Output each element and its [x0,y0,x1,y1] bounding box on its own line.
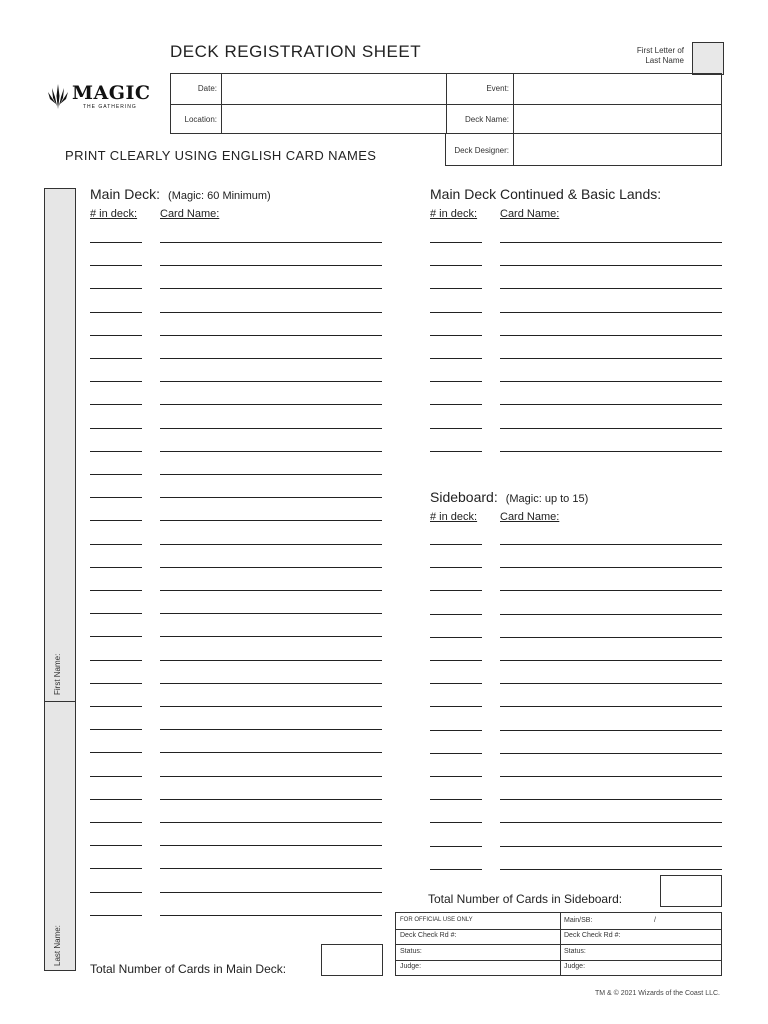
sideboard-count-line[interactable] [430,822,482,823]
last-name-field[interactable] [45,702,75,970]
main-count-header: # in deck: [90,208,138,220]
event-label: Event: [486,84,509,93]
event-info-table [170,73,722,134]
main-card-line[interactable] [160,544,382,545]
main-card-line[interactable] [160,497,382,498]
sideboard-card-line[interactable] [500,637,722,638]
continued-count-line[interactable] [430,335,482,336]
main-count-line[interactable] [90,915,142,916]
sideboard-count-line[interactable] [430,567,482,568]
main-count-line[interactable] [90,520,142,521]
main-card-line[interactable] [160,520,382,521]
continued-count-header: # in deck: [430,208,478,220]
deck-designer-row [445,134,722,166]
main-card-line[interactable] [160,660,382,661]
sideboard-count-line[interactable] [430,846,482,847]
main-count-line[interactable] [90,358,142,359]
continued-card-line[interactable] [500,428,722,429]
main-count-line[interactable] [90,799,142,800]
continued-card-line[interactable] [500,451,722,452]
sideboard-subtitle: (Magic: up to 15) [505,493,589,505]
continued-count-line[interactable] [430,381,482,382]
main-card-line[interactable] [160,428,382,429]
main-card-line[interactable] [160,845,382,846]
sideboard-count-line[interactable] [430,706,482,707]
continued-card-line[interactable] [500,265,722,266]
continued-count-line[interactable] [430,358,482,359]
sideboard-card-line[interactable] [500,753,722,754]
main-card-line[interactable] [160,706,382,707]
main-count-line[interactable] [90,892,142,893]
main-count-line[interactable] [90,868,142,869]
main-count-line[interactable] [90,776,142,777]
first-letter-label-line2: Last Name [645,56,684,65]
main-sb-slash: / [654,917,656,924]
sideboard-card-line[interactable] [500,544,722,545]
name-strip [44,188,76,971]
sideboard-count-line[interactable] [430,799,482,800]
sideboard-count-header: # in deck: [430,511,478,523]
main-card-line[interactable] [160,265,382,266]
event-field[interactable] [514,74,722,104]
sideboard-count-line[interactable] [430,730,482,731]
main-count-line[interactable] [90,752,142,753]
last-name-label: Last Name: [53,925,62,966]
first-name-label: First Name: [53,653,62,695]
sideboard-count-line[interactable] [430,614,482,615]
sideboard-title: Sideboard: [430,489,498,505]
main-card-line[interactable] [160,381,382,382]
location-field[interactable] [222,105,446,134]
main-card-line[interactable] [160,288,382,289]
first-name-field[interactable] [45,189,75,701]
main-deck-heading [90,186,271,204]
deck-designer-label: Deck Designer: [454,146,509,155]
sideboard-card-header: Card Name: [500,511,560,523]
sideboard-card-line[interactable] [500,730,722,731]
continued-card-line[interactable] [500,242,722,243]
sideboard-card-line[interactable] [500,846,722,847]
main-count-line[interactable] [90,845,142,846]
main-card-line[interactable] [160,776,382,777]
continued-count-line[interactable] [430,312,482,313]
continued-card-line[interactable] [500,288,722,289]
main-card-line[interactable] [160,915,382,916]
main-card-line[interactable] [160,358,382,359]
sideboard-card-line[interactable] [500,776,722,777]
main-card-line[interactable] [160,892,382,893]
copyright-notice: TM & © 2021 Wizards of the Coast LLC. [595,990,720,997]
deck-check-label-1: Deck Check Rd #: [400,932,457,939]
sideboard-count-line[interactable] [430,753,482,754]
main-card-line[interactable] [160,242,382,243]
main-count-line[interactable] [90,404,142,405]
main-count-line[interactable] [90,683,142,684]
sheet-title: DECK REGISTRATION SHEET [170,42,422,61]
sideboard-count-line[interactable] [430,683,482,684]
continued-card-line[interactable] [500,335,722,336]
first-letter-label [600,46,684,66]
first-letter-label-line1: First Letter of [636,46,684,55]
main-count-line[interactable] [90,613,142,614]
location-label: Location: [184,115,217,124]
sideboard-count-line[interactable] [430,869,482,870]
main-count-line[interactable] [90,660,142,661]
main-card-line[interactable] [160,590,382,591]
sideboard-card-line[interactable] [500,869,722,870]
main-count-line[interactable] [90,312,142,313]
logo-wordmark: MAGIC [72,82,151,104]
logo-subtitle: THE GATHERING [83,104,137,110]
main-card-header: Card Name: [160,208,220,220]
sideboard-card-line[interactable] [500,799,722,800]
main-card-line[interactable] [160,335,382,336]
sideboard-card-line[interactable] [500,660,722,661]
sideboard-card-line[interactable] [500,683,722,684]
deck-designer-field[interactable] [514,134,722,165]
magic-logo [47,80,157,114]
judge-label-2: Judge: [564,963,586,970]
main-deck-title: Main Deck: [90,186,161,202]
sideboard-count-line[interactable] [430,660,482,661]
main-count-line[interactable] [90,706,142,707]
main-card-line[interactable] [160,799,382,800]
continued-card-line[interactable] [500,312,722,313]
main-count-line[interactable] [90,265,142,266]
main-card-line[interactable] [160,404,382,405]
print-instruction: PRINT CLEARLY USING ENGLISH CARD NAMES [65,148,377,163]
sideboard-count-line[interactable] [430,637,482,638]
sideboard-heading [430,489,588,507]
sideboard-card-line[interactable] [500,706,722,707]
main-count-line[interactable] [90,590,142,591]
main-count-line[interactable] [90,381,142,382]
status-label-2: Status: [564,948,586,955]
date-label: Date: [197,84,217,93]
continued-count-line[interactable] [430,288,482,289]
deck-name-label: Deck Name: [464,115,509,124]
main-card-line[interactable] [160,868,382,869]
main-deck-total-label: Total Number of Cards in Main Deck: [90,962,287,976]
date-field[interactable] [222,74,446,104]
main-card-line[interactable] [160,729,382,730]
continued-card-line[interactable] [500,358,722,359]
main-count-line[interactable] [90,729,142,730]
main-card-line[interactable] [160,822,382,823]
main-sb-label: Main/SB: [564,917,593,924]
main-card-line[interactable] [160,451,382,452]
status-label-1: Status: [400,948,422,955]
main-count-line[interactable] [90,636,142,637]
judge-label-1: Judge: [400,963,422,970]
sideboard-count-line[interactable] [430,544,482,545]
continued-count-line[interactable] [430,428,482,429]
main-deck-subtitle: (Magic: 60 Minimum) [168,190,271,202]
main-count-line[interactable] [90,428,142,429]
sideboard-total-label: Total Number of Cards in Sideboard: [428,892,623,906]
main-card-line[interactable] [160,683,382,684]
deck-name-field[interactable] [514,105,722,134]
main-count-line[interactable] [90,451,142,452]
main-count-line[interactable] [90,497,142,498]
main-count-line[interactable] [90,335,142,336]
main-card-line[interactable] [160,752,382,753]
continued-title: Main Deck Continued & Basic Lands: [430,186,662,202]
main-count-line[interactable] [90,544,142,545]
continued-card-line[interactable] [500,404,722,405]
sideboard-card-line[interactable] [500,822,722,823]
official-use-heading: FOR OFFICIAL USE ONLY [400,917,473,923]
main-card-line[interactable] [160,474,382,475]
deck-check-label-2: Deck Check Rd #: [564,932,621,939]
sideboard-card-line[interactable] [500,567,722,568]
continued-count-line[interactable] [430,451,482,452]
sideboard-total-field[interactable] [660,875,722,907]
sideboard-card-line[interactable] [500,590,722,591]
main-card-line[interactable] [160,567,382,568]
main-card-line[interactable] [160,613,382,614]
main-count-line[interactable] [90,242,142,243]
continued-count-line[interactable] [430,404,482,405]
main-deck-total-field[interactable] [321,944,383,976]
continued-card-header: Card Name: [500,208,560,220]
sideboard-card-line[interactable] [500,614,722,615]
main-count-line[interactable] [90,474,142,475]
main-count-line[interactable] [90,567,142,568]
main-count-line[interactable] [90,288,142,289]
first-letter-field[interactable] [692,42,724,75]
main-count-line[interactable] [90,822,142,823]
sideboard-count-line[interactable] [430,590,482,591]
main-card-line[interactable] [160,312,382,313]
continued-card-line[interactable] [500,381,722,382]
continued-count-line[interactable] [430,242,482,243]
planeswalker-icon [47,82,69,110]
sideboard-count-line[interactable] [430,776,482,777]
main-card-line[interactable] [160,636,382,637]
official-use-table [395,912,722,976]
continued-count-line[interactable] [430,265,482,266]
